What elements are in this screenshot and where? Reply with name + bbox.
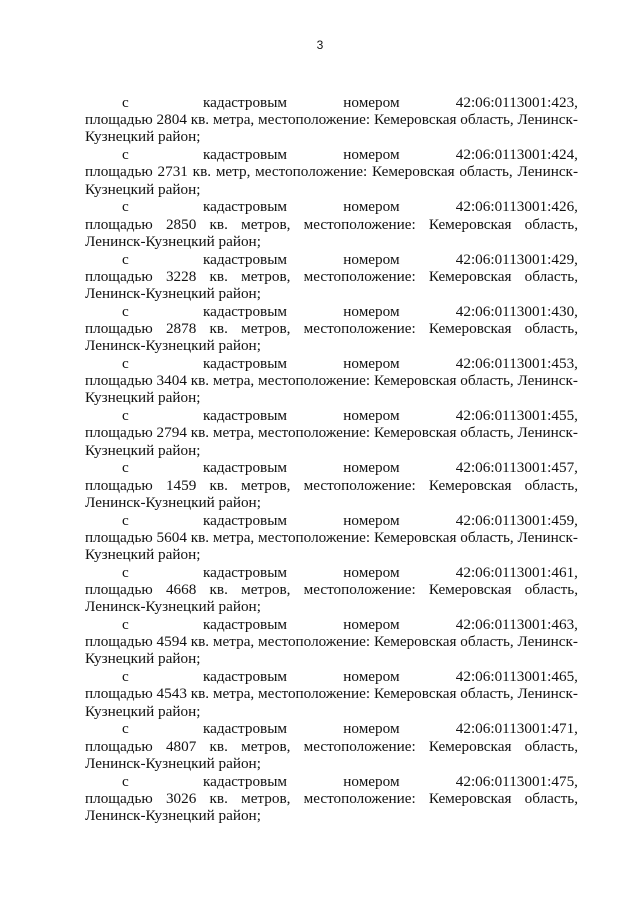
word: кадастровым	[202, 668, 288, 686]
list-item-text: площадью 4807 кв. метров, местоположение: Кемеровская область, Ленинск-Кузнецкий район;	[85, 737, 578, 772]
list-item-text: площадью 1459 кв. метров, местоположение: Кемеровская область, Ленинск-Кузнецкий район;	[85, 476, 578, 511]
list-item-text: площадью 5604 кв. метра, местоположение: Кемеровская область, Ленинск-Кузнецкий район;	[85, 528, 578, 564]
list-item	[85, 355, 578, 407]
word: номером	[343, 772, 400, 790]
list-item	[85, 146, 578, 198]
list-item-text: площадью 2850 кв. метров, местоположение: Кемеровская область, Ленинск-Кузнецкий район;	[85, 215, 578, 250]
list-item-text: площадью 4543 кв. метра, местоположение: Кемеровская область, Ленинск-Кузнецкий район;	[85, 685, 578, 720]
list-item-text: площадью 4594 кв. метра, местоположение: Кемеровская область, Ленинск-Кузнецкий район;	[85, 633, 578, 668]
word: кадастровым	[202, 302, 288, 320]
list-item-first-line	[85, 564, 578, 581]
list-item	[85, 198, 578, 250]
word: с	[122, 302, 129, 320]
cadastral-number: 42:06:0113001:471,	[455, 720, 578, 738]
word: с	[122, 668, 129, 686]
word: с	[122, 407, 129, 425]
word: номером	[343, 198, 400, 216]
word: номером	[343, 146, 400, 164]
word: кадастровым	[202, 146, 288, 164]
word: кадастровым	[202, 198, 288, 216]
cadastral-number: 42:06:0113001:423,	[455, 94, 578, 111]
word: кадастровым	[202, 459, 288, 477]
list-item	[85, 564, 578, 616]
list-item-text: площадью 2804 кв. метра, местоположение: Кемеровская область, Ленинск-Кузнецкий район;	[85, 111, 578, 146]
word: номером	[343, 511, 400, 529]
list-item-first-line	[85, 407, 578, 424]
list-item-text: площадью 3404 кв. метра, местоположение: Кемеровская область, Ленинск-Кузнецкий район;	[85, 372, 578, 407]
cadastral-number: 42:06:0113001:465,	[455, 668, 578, 686]
cadastral-number: 42:06:0113001:426,	[455, 198, 578, 216]
list-item-text: площадью 4668 кв. метров, местоположение: Кемеровская область, Ленинск-Кузнецкий район;	[85, 581, 578, 616]
list-item-text: площадью 2794 кв. метра, местоположение: Кемеровская область, Ленинск-Кузнецкий район;	[85, 424, 578, 459]
word: с	[122, 355, 129, 373]
list-item-first-line	[85, 616, 578, 633]
list-item	[85, 251, 578, 303]
list-item	[85, 94, 578, 146]
list-item	[85, 616, 578, 668]
word: с	[122, 772, 129, 790]
word: с	[122, 94, 129, 111]
word: номером	[343, 720, 400, 738]
list-item-first-line	[85, 459, 578, 476]
document-body	[85, 94, 578, 825]
list-item	[85, 720, 578, 772]
word: с	[122, 511, 129, 529]
word: номером	[343, 94, 400, 111]
cadastral-number: 42:06:0113001:463,	[455, 616, 578, 634]
word: кадастровым	[202, 407, 288, 425]
word: номером	[343, 563, 400, 581]
word: номером	[343, 459, 400, 477]
word: с	[122, 720, 129, 738]
list-item	[85, 407, 578, 459]
word: номером	[343, 616, 400, 634]
word: номером	[343, 250, 400, 268]
word: кадастровым	[202, 355, 288, 373]
list-item-first-line	[85, 303, 578, 320]
list-item	[85, 459, 578, 511]
cadastral-number: 42:06:0113001:459,	[455, 511, 578, 529]
list-item-first-line	[85, 512, 578, 529]
cadastral-number: 42:06:0113001:455,	[455, 407, 578, 425]
word: кадастровым	[202, 511, 288, 529]
list-item-first-line	[85, 251, 578, 268]
word: с	[122, 250, 129, 268]
list-item	[85, 773, 578, 825]
word: кадастровым	[202, 563, 288, 581]
word: кадастровым	[202, 94, 288, 111]
cadastral-number: 42:06:0113001:461,	[455, 563, 578, 581]
list-item-first-line	[85, 94, 578, 111]
list-item-text: площадью 3228 кв. метров, местоположение: Кемеровская область, Ленинск-Кузнецкий район;	[85, 267, 578, 303]
word: с	[122, 459, 129, 477]
list-item-first-line	[85, 720, 578, 737]
word: с	[122, 146, 129, 164]
word: кадастровым	[202, 772, 288, 790]
word: с	[122, 563, 129, 581]
cadastral-number: 42:06:0113001:430,	[455, 302, 578, 320]
list-item-first-line	[85, 355, 578, 372]
list-item-text: площадью 3026 кв. метров, местоположение: Кемеровская область, Ленинск-Кузнецкий район;	[85, 789, 578, 825]
list-item-first-line	[85, 668, 578, 685]
word: номером	[343, 302, 400, 320]
page-number: 3	[316, 38, 324, 52]
list-item-first-line	[85, 146, 578, 163]
cadastral-number: 42:06:0113001:453,	[455, 355, 578, 373]
cadastral-number: 42:06:0113001:475,	[455, 772, 578, 790]
word: номером	[343, 355, 400, 373]
word: номером	[343, 668, 400, 686]
word: номером	[343, 407, 400, 425]
cadastral-number: 42:06:0113001:424,	[455, 146, 578, 164]
list-item	[85, 303, 578, 355]
word: кадастровым	[202, 250, 288, 268]
word: с	[122, 616, 129, 634]
list-item-first-line	[85, 773, 578, 790]
cadastral-number: 42:06:0113001:429,	[455, 250, 578, 268]
list-item-first-line	[85, 198, 578, 215]
word: кадастровым	[202, 720, 288, 738]
list-item-text: площадью 2731 кв. метр, местоположение: Кемеровская область, Ленинск-Кузнецкий район;	[85, 163, 578, 198]
list-item	[85, 668, 578, 720]
cadastral-number: 42:06:0113001:457,	[455, 459, 578, 477]
word: с	[122, 198, 129, 216]
list-item-text: площадью 2878 кв. метров, местоположение: Кемеровская область, Ленинск-Кузнецкий район;	[85, 320, 578, 355]
word: кадастровым	[202, 616, 288, 634]
list-item	[85, 512, 578, 564]
